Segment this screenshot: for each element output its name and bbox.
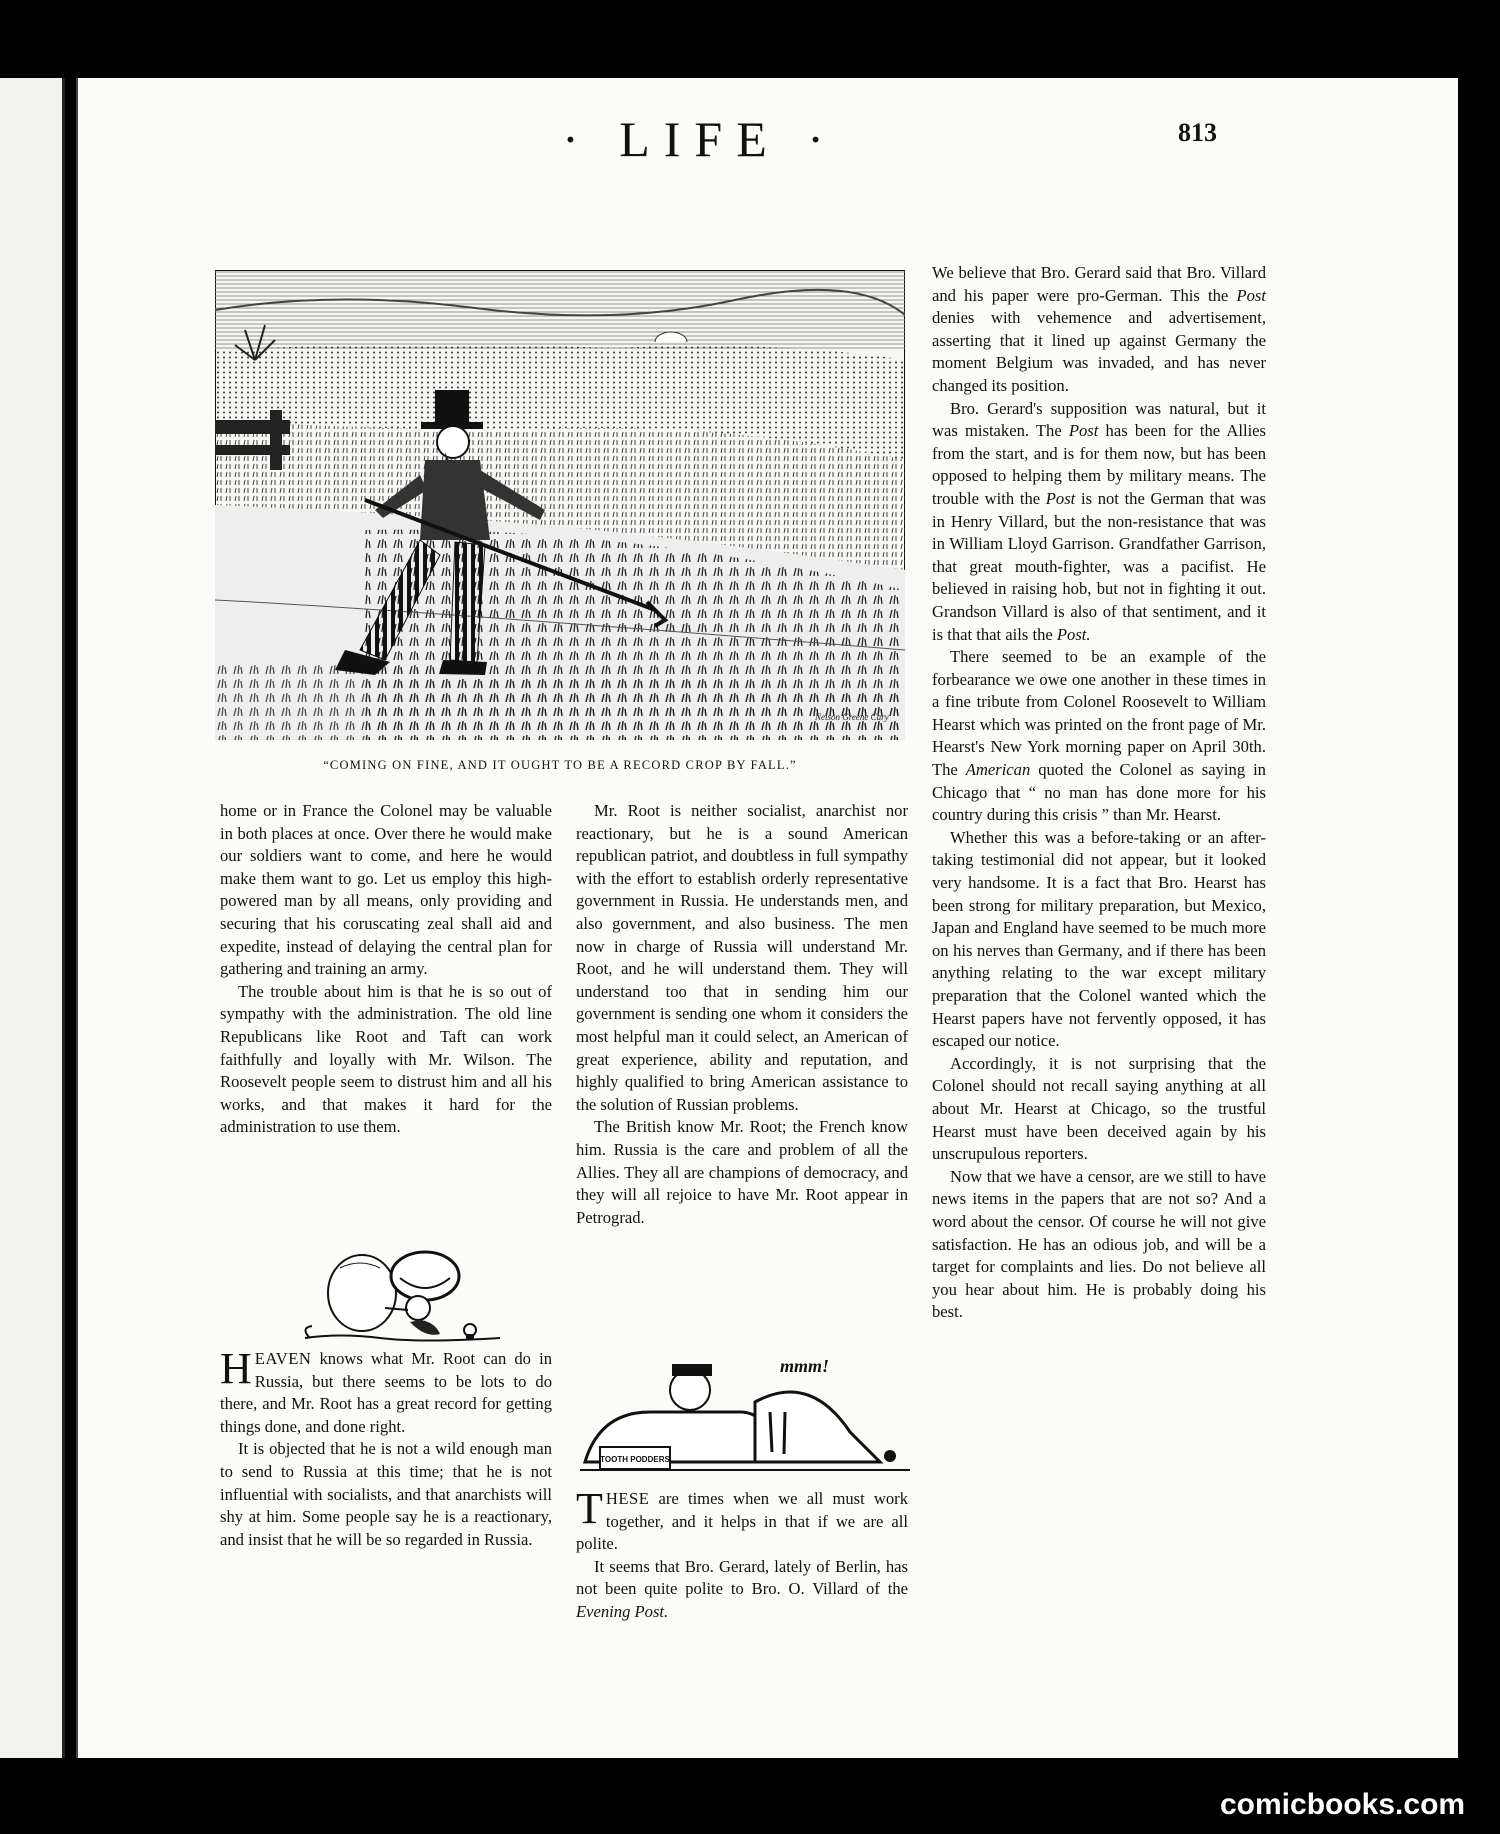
drop-cap: H (220, 1344, 252, 1393)
para-text: It seems that Bro. Gerard, lately of Berlin, has not been quite polite to Bro. O. Villard of the (576, 1556, 908, 1599)
newspaper-name: Post (1045, 488, 1076, 508)
col2-paragraph: Mr. Root is neither socialist, anarchist nor reactionary, but he is a sound American republican patriot, and doubtless in full sympathy with the effort to establish orderly representative government in Russia. He understands men, and also government, and also business. The men now in charge of Russia will understand Mr. Root, and he will understand them. They will understand too that in sending him our government is sending one whom it considers the most helpful man it could select, an American of great experience, ability and reputation, and highly qualified to bring American assistance to the solution of Russian problems. (576, 801, 908, 1114)
newspaper-name: Post (1068, 421, 1099, 441)
lead-caps: EAVEN (254, 1349, 312, 1368)
text: is not the German that was in Henry Villard, but the non-resistance that was in William Lloyd Garrison. Grandfather Garrison, that great mouth-fighter, was a pacifist. He believed in raising hob, but not in fighting it out. Grandson Villard is also of that sentiment, and it is that that ails the (932, 488, 1266, 644)
tooth-podders-label: TOOTH PODDERS (600, 1455, 670, 1464)
mmm-exclamation: mmm! (780, 1356, 830, 1376)
text: There seemed to be an example of the forbearance we owe one another in these times in a fine tribute from Colonel Roosevelt to William Hearst which was printed on the front page of Mr. Hearst's New York morning paper on April 30th. The (932, 647, 1266, 780)
col3-paragraph: Now that we have a censor, are we still to have news items in the papers that are not so? And a word about the censor. Of course he will not give satisfaction. He has an odious job, and will be a target for complaints and lies. Do not believe all you hear about him. He is probably doing his best. (932, 1166, 1266, 1322)
text: We believe that Bro. Gerard said that Bro. Villard and his paper were pro-German. This the (932, 263, 1266, 305)
heaven-lead-paragraph (220, 1344, 552, 1438)
col1-paragraph: home or in France the Colonel may be valuable in both places at once. Over there he would make our soldiers want to come, and here he would make them want to go. Let us employ this high-powered man by all means, only providing and securing that his coruscating zeal shall aid and expedite, instead of delaying the central plan for gathering and training an army. (220, 801, 552, 979)
text: has been for the Allies from the start, and is for them now, but has been opposed to helping them by military means. The trouble with the (932, 421, 1267, 508)
these-article (576, 1484, 908, 1624)
site-watermark: comicbooks.com (1220, 1788, 1466, 1821)
col3-paragraph: Accordingly, it is not surprising that the Colonel should not recall saying anything at all about Mr. Hearst at Chicago, so the trustful Hearst must have been deceived again by his unscrupulous reporters. (932, 1053, 1266, 1164)
col2-paragraph: The British know Mr. Root; the French know him. Russia is the care and problem of all the Allies. They all are champions of democracy, and they will all rejoice to have Mr. Root appear in Petrograd. (576, 1117, 908, 1227)
facing-page-edge (0, 78, 65, 1758)
artist-signature: Nelson Greene Cary (815, 712, 889, 722)
uncle-sam-cartoon-illustration (215, 270, 905, 740)
newspaper-name: Post. (1056, 624, 1091, 644)
col3-paragraph (932, 398, 1266, 647)
heaven-article (220, 1344, 552, 1551)
spot-illustration-turban-figure (300, 1238, 510, 1346)
col3-paragraph: Whether this was a before-taking or an after-taking testimonial did not appear, but it looked very handsome. It is a fact that Bro. Hearst has been strong for military preparation, but Mexico, Japan and England have seemed to be much more on his nerves than Germany, and if there has been anything relating to the war except military preparation that the Colonel wanted which the Hearst papers have not fervently opposed, it has escaped our notice. (932, 827, 1266, 1051)
drop-cap: T (576, 1484, 603, 1533)
column-2 (576, 800, 908, 1229)
newspaper-name: Post (1236, 285, 1266, 305)
these-paragraph (576, 1556, 908, 1624)
column-3 (932, 262, 1266, 1324)
newspaper-name: Evening Post. (576, 1601, 669, 1621)
text: Bro. Gerard's supposition was natural, but it was mistaken. The (932, 398, 1266, 441)
lead-caps: HESE (605, 1489, 650, 1508)
col3-paragraph (932, 262, 1266, 398)
these-lead-paragraph (576, 1484, 908, 1556)
column-1 (220, 800, 552, 1139)
page-number: 813 (1178, 118, 1217, 147)
col1-paragraph: The trouble about him is that he is so out of sympathy with the administration. The old line Republicans like Root and Taft can work faithfully and loyally with Mr. Wilson. The Roosevelt people seem to distrust him and all his works, and that makes it hard for the administration to use them. (220, 981, 552, 1137)
lead-text: knows what Mr. Root can do in Russia, but there seems to be lots to do there, and Mr. Root has a great record for getting things done, and done right. (220, 1349, 552, 1436)
spot-illustration-walrus-tooth (580, 1342, 910, 1478)
col3-paragraph (932, 646, 1266, 827)
masthead-title: · LIFE · (562, 111, 838, 167)
lead-text: are times when we all must work together, and it helps in that if we are all polite. (576, 1489, 908, 1554)
newspaper-name: American (965, 760, 1031, 780)
cartoon-caption: “COMING ON FINE, AND IT OUGHT TO BE A RECORD CROP BY FALL.” (323, 758, 797, 772)
text: quoted the Colonel as saying in Chicago that “ no man has done more for his country during this crisis ” than Mr. Hearst. (932, 760, 1266, 825)
heaven-paragraph: It is objected that he is not a wild enough man to send to Russia at this time; that he is not influential with socialists, and that anarchists will shy at him. Some people say he is a reactionary, and insist that he will be so regarded in Russia. (220, 1439, 552, 1549)
text: denies with vehemence and advertisement, asserting that it lined up against Germany the moment Belgium was invaded, and has never changed its position. (932, 308, 1266, 395)
